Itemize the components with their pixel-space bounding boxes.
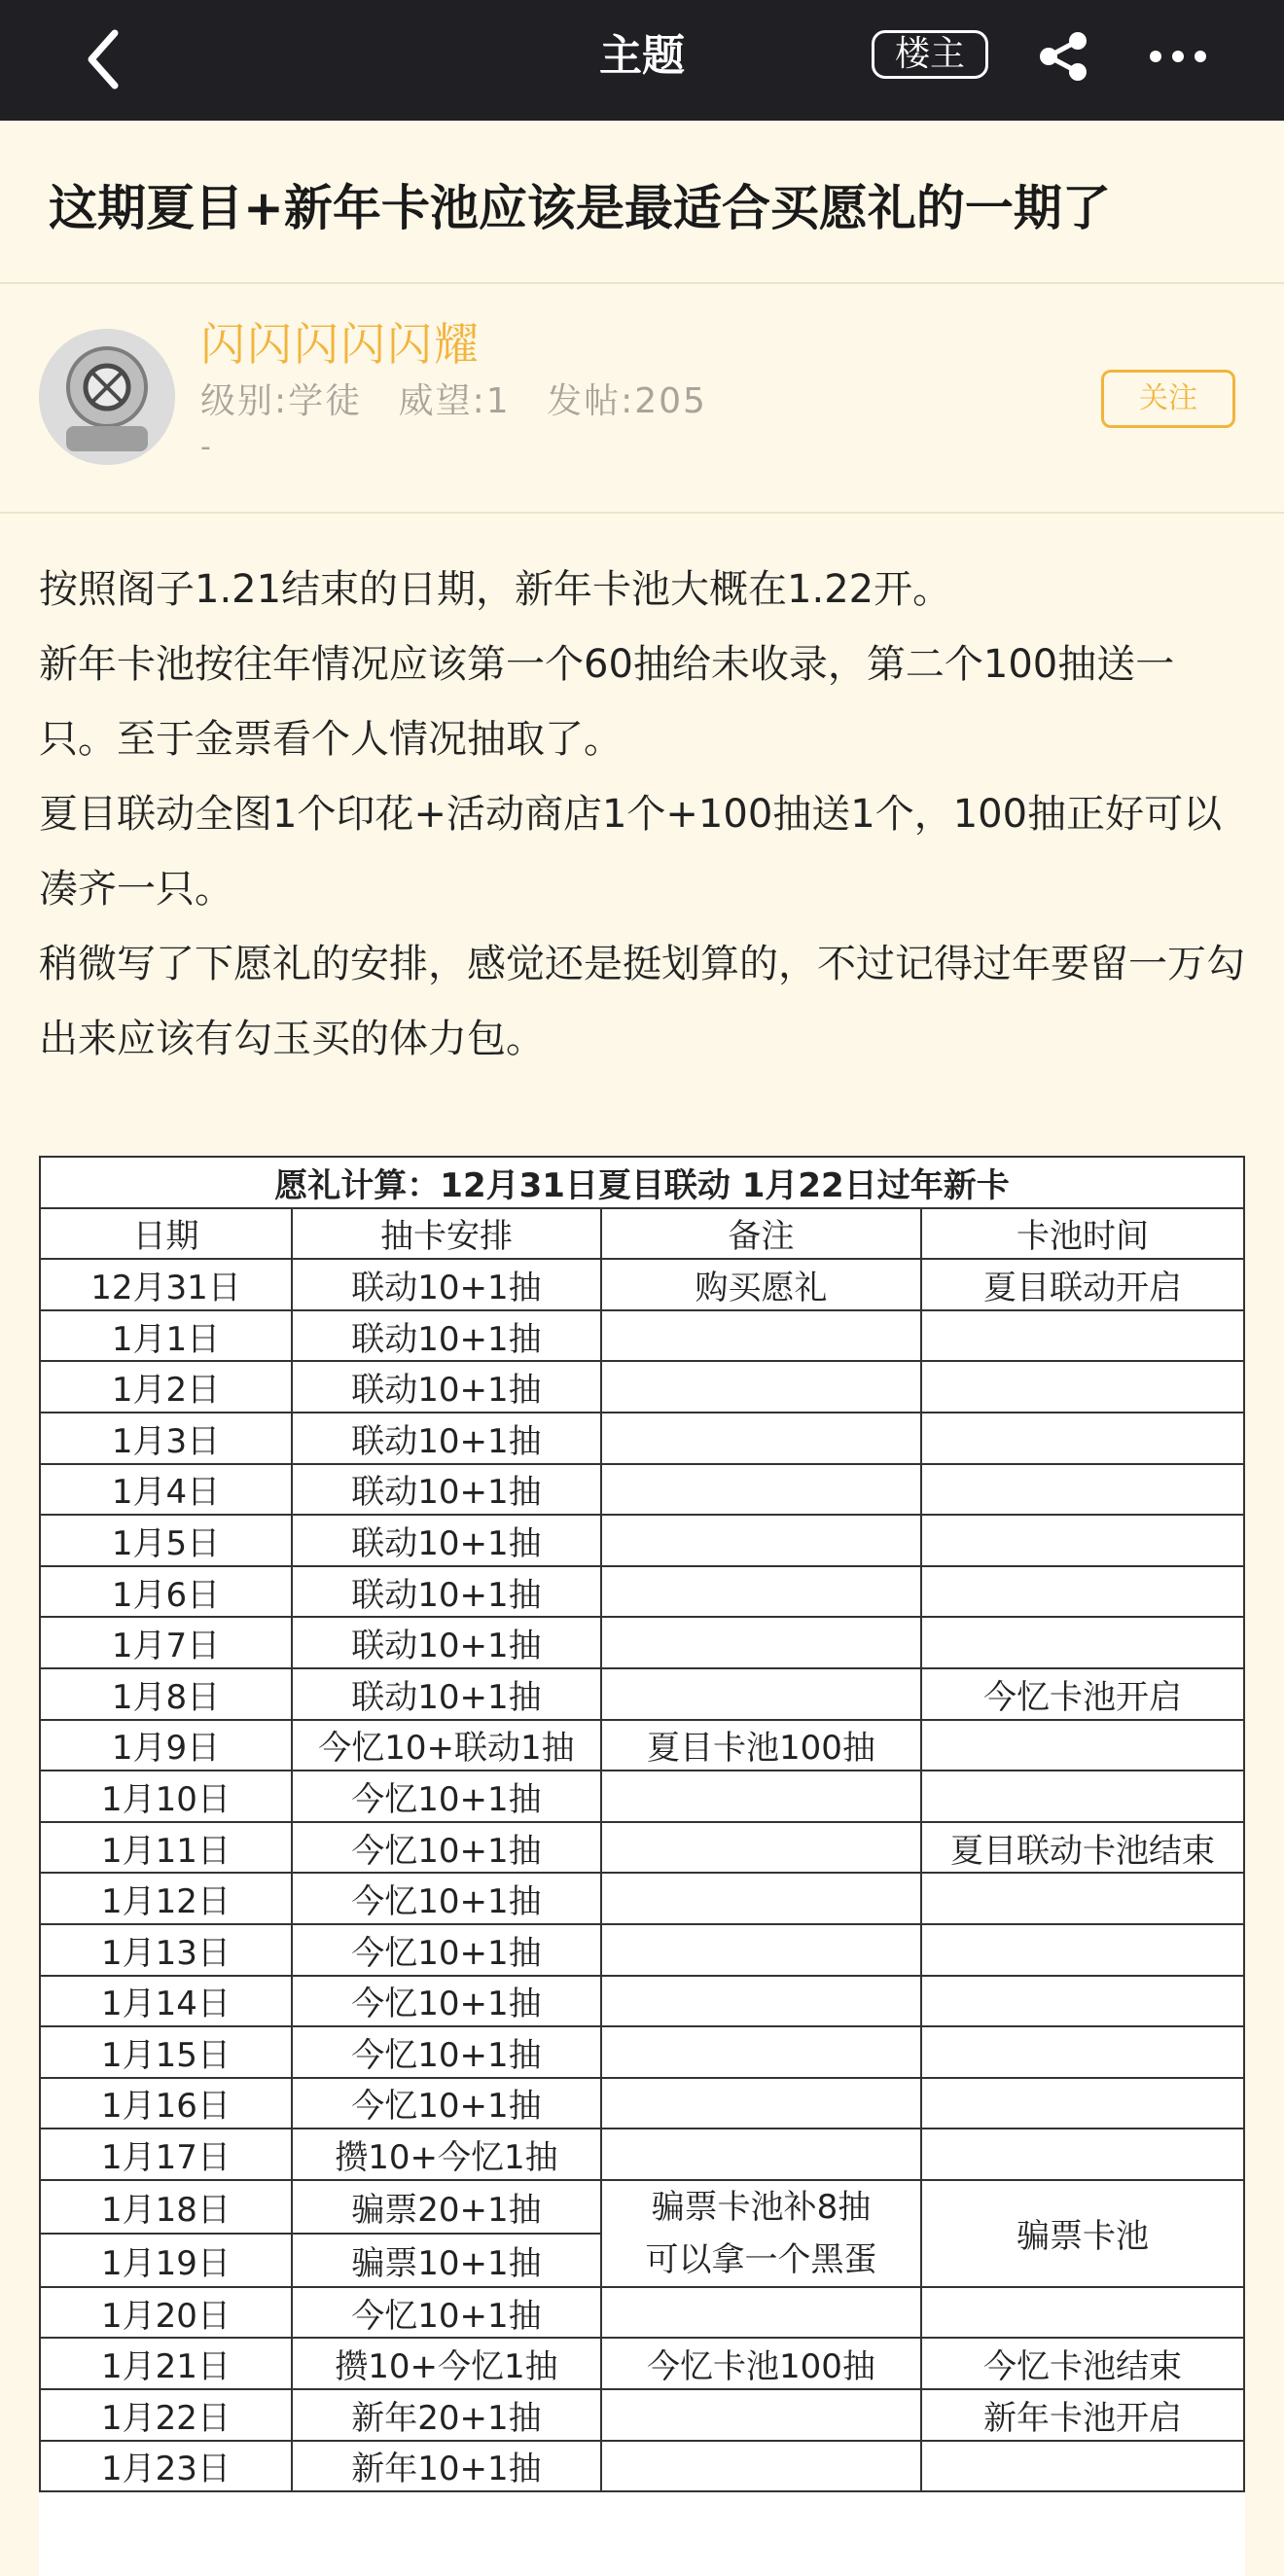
date-cell: 1月8日 [40, 1668, 292, 1720]
plan-cell: 今忆10+1抽 [292, 2287, 601, 2339]
table-row [40, 1515, 1244, 1566]
author-stats [200, 374, 731, 423]
plan-cell: 联动10+1抽 [292, 1361, 601, 1413]
pool-cell [921, 1976, 1244, 2027]
author-post-count: 发帖:205 [547, 381, 707, 421]
author-card [0, 284, 1284, 514]
plan-cell: 今忆10+1抽 [292, 1924, 601, 1976]
date-cell: 12月31日 [40, 1259, 292, 1310]
pool-cell-merged: 骗票卡池 [921, 2180, 1244, 2287]
top-navigation-bar [0, 0, 1284, 121]
date-cell: 1月17日 [40, 2129, 292, 2180]
plan-cell: 今忆10+联动1抽 [292, 1720, 601, 1771]
plan-cell: 骗票20+1抽 [292, 2180, 601, 2234]
plan-cell: 联动10+1抽 [292, 1617, 601, 1668]
table-row [40, 1310, 1244, 1362]
plan-cell: 联动10+1抽 [292, 1464, 601, 1516]
only-op-button[interactable]: 楼主 [872, 30, 988, 79]
date-cell: 1月19日 [40, 2234, 292, 2287]
date-cell: 1月11日 [40, 1822, 292, 1874]
pool-cell [921, 1361, 1244, 1413]
table-row [40, 2441, 1244, 2492]
memo-cell [601, 2129, 921, 2180]
memo-cell [601, 1822, 921, 1874]
pool-cell [921, 1515, 1244, 1566]
memo-cell [601, 1464, 921, 1516]
pool-cell [921, 2026, 1244, 2078]
author-name[interactable]: 闪闪闪闪闪耀 [200, 318, 481, 371]
plan-cell: 联动10+1抽 [292, 1413, 601, 1464]
plan-cell: 今忆10+1抽 [292, 1822, 601, 1874]
pool-cell: 今忆卡池开启 [921, 1668, 1244, 1720]
post-title: 这期夏目+新年卡池应该是最适合买愿礼的一期了 [49, 180, 1111, 236]
plan-cell: 今忆10+1抽 [292, 2078, 601, 2129]
pool-cell [921, 1464, 1244, 1516]
memo-cell [601, 2287, 921, 2339]
memo-cell [601, 1361, 921, 1413]
memo-cell: 购买愿礼 [601, 1259, 921, 1310]
date-cell: 1月6日 [40, 1566, 292, 1618]
memo-cell [601, 2026, 921, 2078]
date-cell: 1月15日 [40, 2026, 292, 2078]
table-row [40, 1464, 1244, 1516]
memo-cell [601, 1617, 921, 1668]
pool-cell: 今忆卡池结束 [921, 2338, 1244, 2389]
date-cell: 1月23日 [40, 2441, 292, 2492]
body-paragraph: 稍微写了下愿礼的安排，感觉还是挺划算的，不过记得过年要留一万勾出来应该有勾玉买的体力包。 [39, 942, 1245, 1061]
date-cell: 1月3日 [40, 1413, 292, 1464]
plan-cell: 新年10+1抽 [292, 2441, 601, 2492]
table-caption: 愿礼计算：12月31日夏目联动 1月22日过年新卡 [40, 1157, 1244, 1208]
table-header-cell: 卡池时间 [921, 1208, 1244, 1260]
date-cell: 1月4日 [40, 1464, 292, 1516]
table-row [40, 1771, 1244, 1822]
memo-cell [601, 2441, 921, 2492]
pool-cell: 夏目联动卡池结束 [921, 1822, 1244, 1874]
pool-cell [921, 1924, 1244, 1976]
table-row [40, 1259, 1244, 1310]
body-paragraph: 按照阁子1.21结束的日期，新年卡池大概在1.22开。 [39, 567, 952, 612]
memo-cell [601, 1771, 921, 1822]
pool-cell [921, 1720, 1244, 1771]
table-row [40, 1873, 1244, 1924]
date-cell: 1月16日 [40, 2078, 292, 2129]
table-row [40, 2389, 1244, 2441]
table-row [40, 1361, 1244, 1413]
memo-cell [601, 2078, 921, 2129]
pool-cell: 新年卡池开启 [921, 2389, 1244, 2441]
pool-cell [921, 2129, 1244, 2180]
plan-cell: 今忆10+1抽 [292, 2026, 601, 2078]
plan-cell: 今忆10+1抽 [292, 1771, 601, 1822]
body-paragraph: 新年卡池按往年情况应该第一个60抽给未收录，第二个100抽送一只。至于金票看个人情况抽取了。 [39, 642, 1175, 762]
plan-cell: 今忆10+1抽 [292, 1976, 601, 2027]
date-cell: 1月21日 [40, 2338, 292, 2389]
share-icon[interactable] [1035, 27, 1093, 86]
date-cell: 1月1日 [40, 1310, 292, 1362]
memo-cell-merged [601, 2180, 921, 2287]
table-row [40, 1976, 1244, 2027]
table-row [40, 1924, 1244, 1976]
post-body [39, 553, 1245, 1077]
memo-cell [601, 1668, 921, 1720]
body-paragraph: 夏目联动全图1个印花+活动商店1个+100抽送1个，100抽正好可以凑齐一只。 [39, 792, 1223, 912]
memo-cell [601, 2389, 921, 2441]
table-header-cell: 抽卡安排 [292, 1208, 601, 1260]
author-level: 级别:学徒 [200, 381, 363, 421]
date-cell: 1月12日 [40, 1873, 292, 1924]
plan-cell: 联动10+1抽 [292, 1310, 601, 1362]
date-cell: 1月18日 [40, 2180, 292, 2234]
follow-button[interactable]: 关注 [1101, 370, 1235, 428]
date-cell: 1月13日 [40, 1924, 292, 1976]
memo-cell [601, 1515, 921, 1566]
plan-cell: 新年20+1抽 [292, 2389, 601, 2441]
table-row [40, 1668, 1244, 1720]
table-row [40, 1720, 1244, 1771]
pool-cell [921, 1873, 1244, 1924]
memo-cell [601, 1310, 921, 1362]
plan-cell: 攒10+今忆1抽 [292, 2129, 601, 2180]
date-cell: 1月14日 [40, 1976, 292, 2027]
plan-cell: 联动10+1抽 [292, 1668, 601, 1720]
date-cell: 1月10日 [40, 1771, 292, 1822]
table-row [40, 2180, 1244, 2234]
pool-cell [921, 1413, 1244, 1464]
author-signature: - [200, 430, 211, 464]
memo-line: 可以拿一个黑蛋 [645, 2239, 877, 2279]
table-header-row [40, 1208, 1244, 1260]
table-row [40, 2026, 1244, 2078]
schedule-table [39, 1156, 1245, 2492]
table-row [40, 1822, 1244, 1874]
memo-cell [601, 1566, 921, 1618]
memo-cell: 今忆卡池100抽 [601, 2338, 921, 2389]
memo-cell [601, 1413, 921, 1464]
plan-cell: 联动10+1抽 [292, 1566, 601, 1618]
memo-cell [601, 1924, 921, 1976]
table-row [40, 2078, 1244, 2129]
plan-cell: 联动10+1抽 [292, 1515, 601, 1566]
pool-cell [921, 2078, 1244, 2129]
more-dots-icon[interactable] [1144, 29, 1212, 84]
memo-cell [601, 1976, 921, 2027]
plan-cell: 今忆10+1抽 [292, 1873, 601, 1924]
pool-cell [921, 1617, 1244, 1668]
table-header-cell: 日期 [40, 1208, 292, 1260]
table-row [40, 2129, 1244, 2180]
table-row [40, 1617, 1244, 1668]
date-cell: 1月20日 [40, 2287, 292, 2339]
table-row [40, 1413, 1244, 1464]
table-row [40, 1566, 1244, 1618]
date-cell: 1月7日 [40, 1617, 292, 1668]
table-row [40, 2338, 1244, 2389]
pool-cell: 夏目联动开启 [921, 1259, 1244, 1310]
avatar[interactable] [39, 329, 175, 465]
date-cell: 1月5日 [40, 1515, 292, 1566]
pool-cell [921, 1771, 1244, 1822]
post-title-bar [0, 121, 1284, 284]
plan-cell: 骗票10+1抽 [292, 2234, 601, 2287]
author-prestige: 威望:1 [398, 381, 511, 421]
page-title: 主题 [599, 31, 685, 81]
memo-line: 骗票卡池补8抽 [651, 2187, 872, 2227]
memo-cell [601, 1873, 921, 1924]
schedule-table-image[interactable] [39, 1156, 1245, 2576]
date-cell: 1月22日 [40, 2389, 292, 2441]
date-cell: 1月2日 [40, 1361, 292, 1413]
table-row [40, 2287, 1244, 2339]
pool-cell [921, 1310, 1244, 1362]
pool-cell [921, 2287, 1244, 2339]
memo-cell: 夏目卡池100抽 [601, 1720, 921, 1771]
plan-cell: 攒10+今忆1抽 [292, 2338, 601, 2389]
table-header-cell: 备注 [601, 1208, 921, 1260]
plan-cell: 联动10+1抽 [292, 1259, 601, 1310]
pool-cell [921, 2441, 1244, 2492]
date-cell: 1月9日 [40, 1720, 292, 1771]
pool-cell [921, 1566, 1244, 1618]
